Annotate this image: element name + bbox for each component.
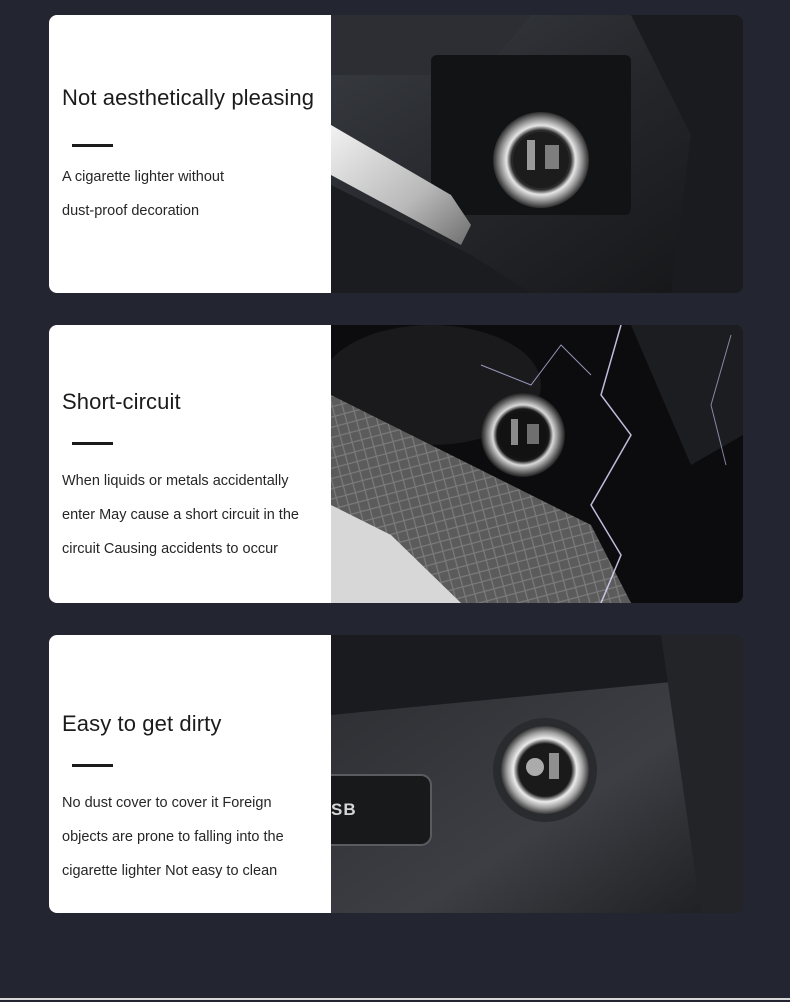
dirty-socket-usb-photo — [331, 635, 743, 913]
feature-card-not-aesthetic — [49, 15, 743, 293]
short-circuit-lightning-photo — [331, 325, 743, 603]
card-title: Not aesthetically pleasing — [62, 85, 315, 110]
description-line: circuit Causing accidents to occur — [62, 541, 278, 557]
feature-card-short-circuit — [49, 325, 743, 603]
description-line: cigarette lighter Not easy to clean — [62, 863, 278, 879]
card-description — [62, 464, 322, 566]
card-description — [62, 160, 322, 228]
photo-illustration — [331, 325, 743, 603]
card-text-panel — [49, 325, 331, 603]
card-title: Short-circuit — [62, 389, 181, 414]
description-line: A cigarette lighter without — [62, 169, 225, 185]
photo-illustration — [331, 635, 743, 913]
description-line: When liquids or metals accidentally — [62, 473, 289, 489]
description-line: dust-proof decoration — [62, 203, 200, 219]
bottom-divider — [0, 998, 790, 1000]
feature-card-easy-dirty — [49, 635, 743, 913]
description-line: enter May cause a short circuit in the — [62, 507, 299, 523]
usb-label-text: SB — [331, 800, 357, 819]
card-text-panel — [49, 635, 331, 913]
card-text-panel — [49, 15, 331, 293]
title-divider — [72, 144, 113, 147]
title-divider — [72, 442, 113, 445]
cigarette-lighter-socket-photo — [331, 15, 743, 293]
card-title: Easy to get dirty — [62, 711, 222, 736]
description-line: objects are prone to falling into the — [62, 829, 284, 845]
title-divider — [72, 764, 113, 767]
card-description — [62, 786, 322, 888]
photo-illustration — [331, 15, 743, 293]
description-line: No dust cover to cover it Foreign — [62, 795, 272, 811]
